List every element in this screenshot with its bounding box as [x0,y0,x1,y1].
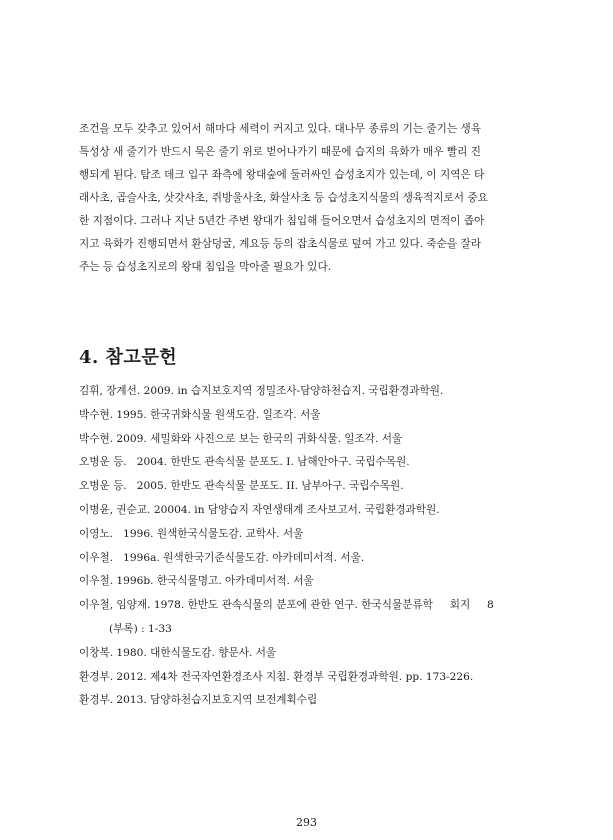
reference-item: 김휘, 장계선. 2009. in 습지보호지역 정밀조사-담양하천습지. 국립환경과학원. [79,385,444,397]
body-line: 특성상 새 줄기가 반드시 묵은 줄기 위로 벋어나가기 때문에 습지의 육화가 매우 빨리 진 [79,146,481,158]
body-paragraph [79,118,538,279]
reference-item: 이병윤, 권순교. 20004. in 담양습지 자연생태계 조사보고서. 국립환경과학원. [79,503,440,516]
body-line: 행되게 된다. 탐조 데크 입구 좌측에 왕대숲에 둘러싸인 습성초지가 있는데, 이 지역은 타 [79,169,485,181]
body-line: 지고 육화가 진행되면서 환삼덩굴, 계요등 등의 잡초식물로 덮여 가고 있다. 죽순을 잘라 [79,238,481,250]
reference-item: 오병운 등. 2005. 한반도 관속식물 분포도. II. 남부아구. 국립수목원. [79,480,404,493]
reference-item: 박수현. 1995. 한국귀화식물 원색도감. 일조각. 서울 [79,408,321,421]
reference-item: 이영노. 1996. 원색한국식물도감. 교학사. 서울 [79,527,304,540]
body-line: 조건을 모두 갖추고 있어서 해마다 세력이 커지고 있다. 대나무 종류의 기는 줄기는 생육 [79,123,481,135]
reference-item: 이우철, 임양재. 1978. 한반도 관속식물의 분포에 관한 연구. 한국식물분류학 회지 8 [79,599,494,612]
reference-item: 이우철. 1996b. 한국식물명고. 아카데미서적. 서울 [79,575,314,588]
body-line: 래사초, 곱슬사초, 삿갓사초, 쥐방울사초, 화살사초 등 습성초지식물의 생육적지로서 중요 [79,192,488,204]
reference-item: 환경부. 2013. 담양하천습지보호지역 보전계획수립 [79,694,318,707]
reference-item-continuation: (부록) : 1-33 [109,622,172,635]
reference-item: 오병운 등. 2004. 한반도 관속식물 분포도. I. 남해안아구. 국립수목원. [79,456,410,469]
body-line: 주는 등 습성초지로의 왕대 침입을 막아줄 필요가 있다. [79,261,332,273]
reference-item: 이창복. 1980. 대한식물도감. 향문사. 서울 [79,646,277,659]
body-line: 한 지점이다. 그러나 지난 5년간 주변 왕대가 침입해 들어오면서 습성초지의 면적이 좁아 [79,215,485,227]
reference-item: 이우철. 1996a. 원색한국기준식물도감. 아카데미서적. 서울. [79,551,365,564]
page-number: 293 [296,816,317,829]
reference-list [79,380,549,713]
section-heading: 4. 참고문헌 [79,347,178,368]
reference-item: 박수현. 2009. 세밀화와 사진으로 보는 한국의 귀화식물. 일조각. 서울 [79,432,403,445]
reference-item: 환경부. 2012. 제4차 전국자연환경조사 지침. 환경부 국립환경과학원. pp. 173-226. [79,670,474,683]
